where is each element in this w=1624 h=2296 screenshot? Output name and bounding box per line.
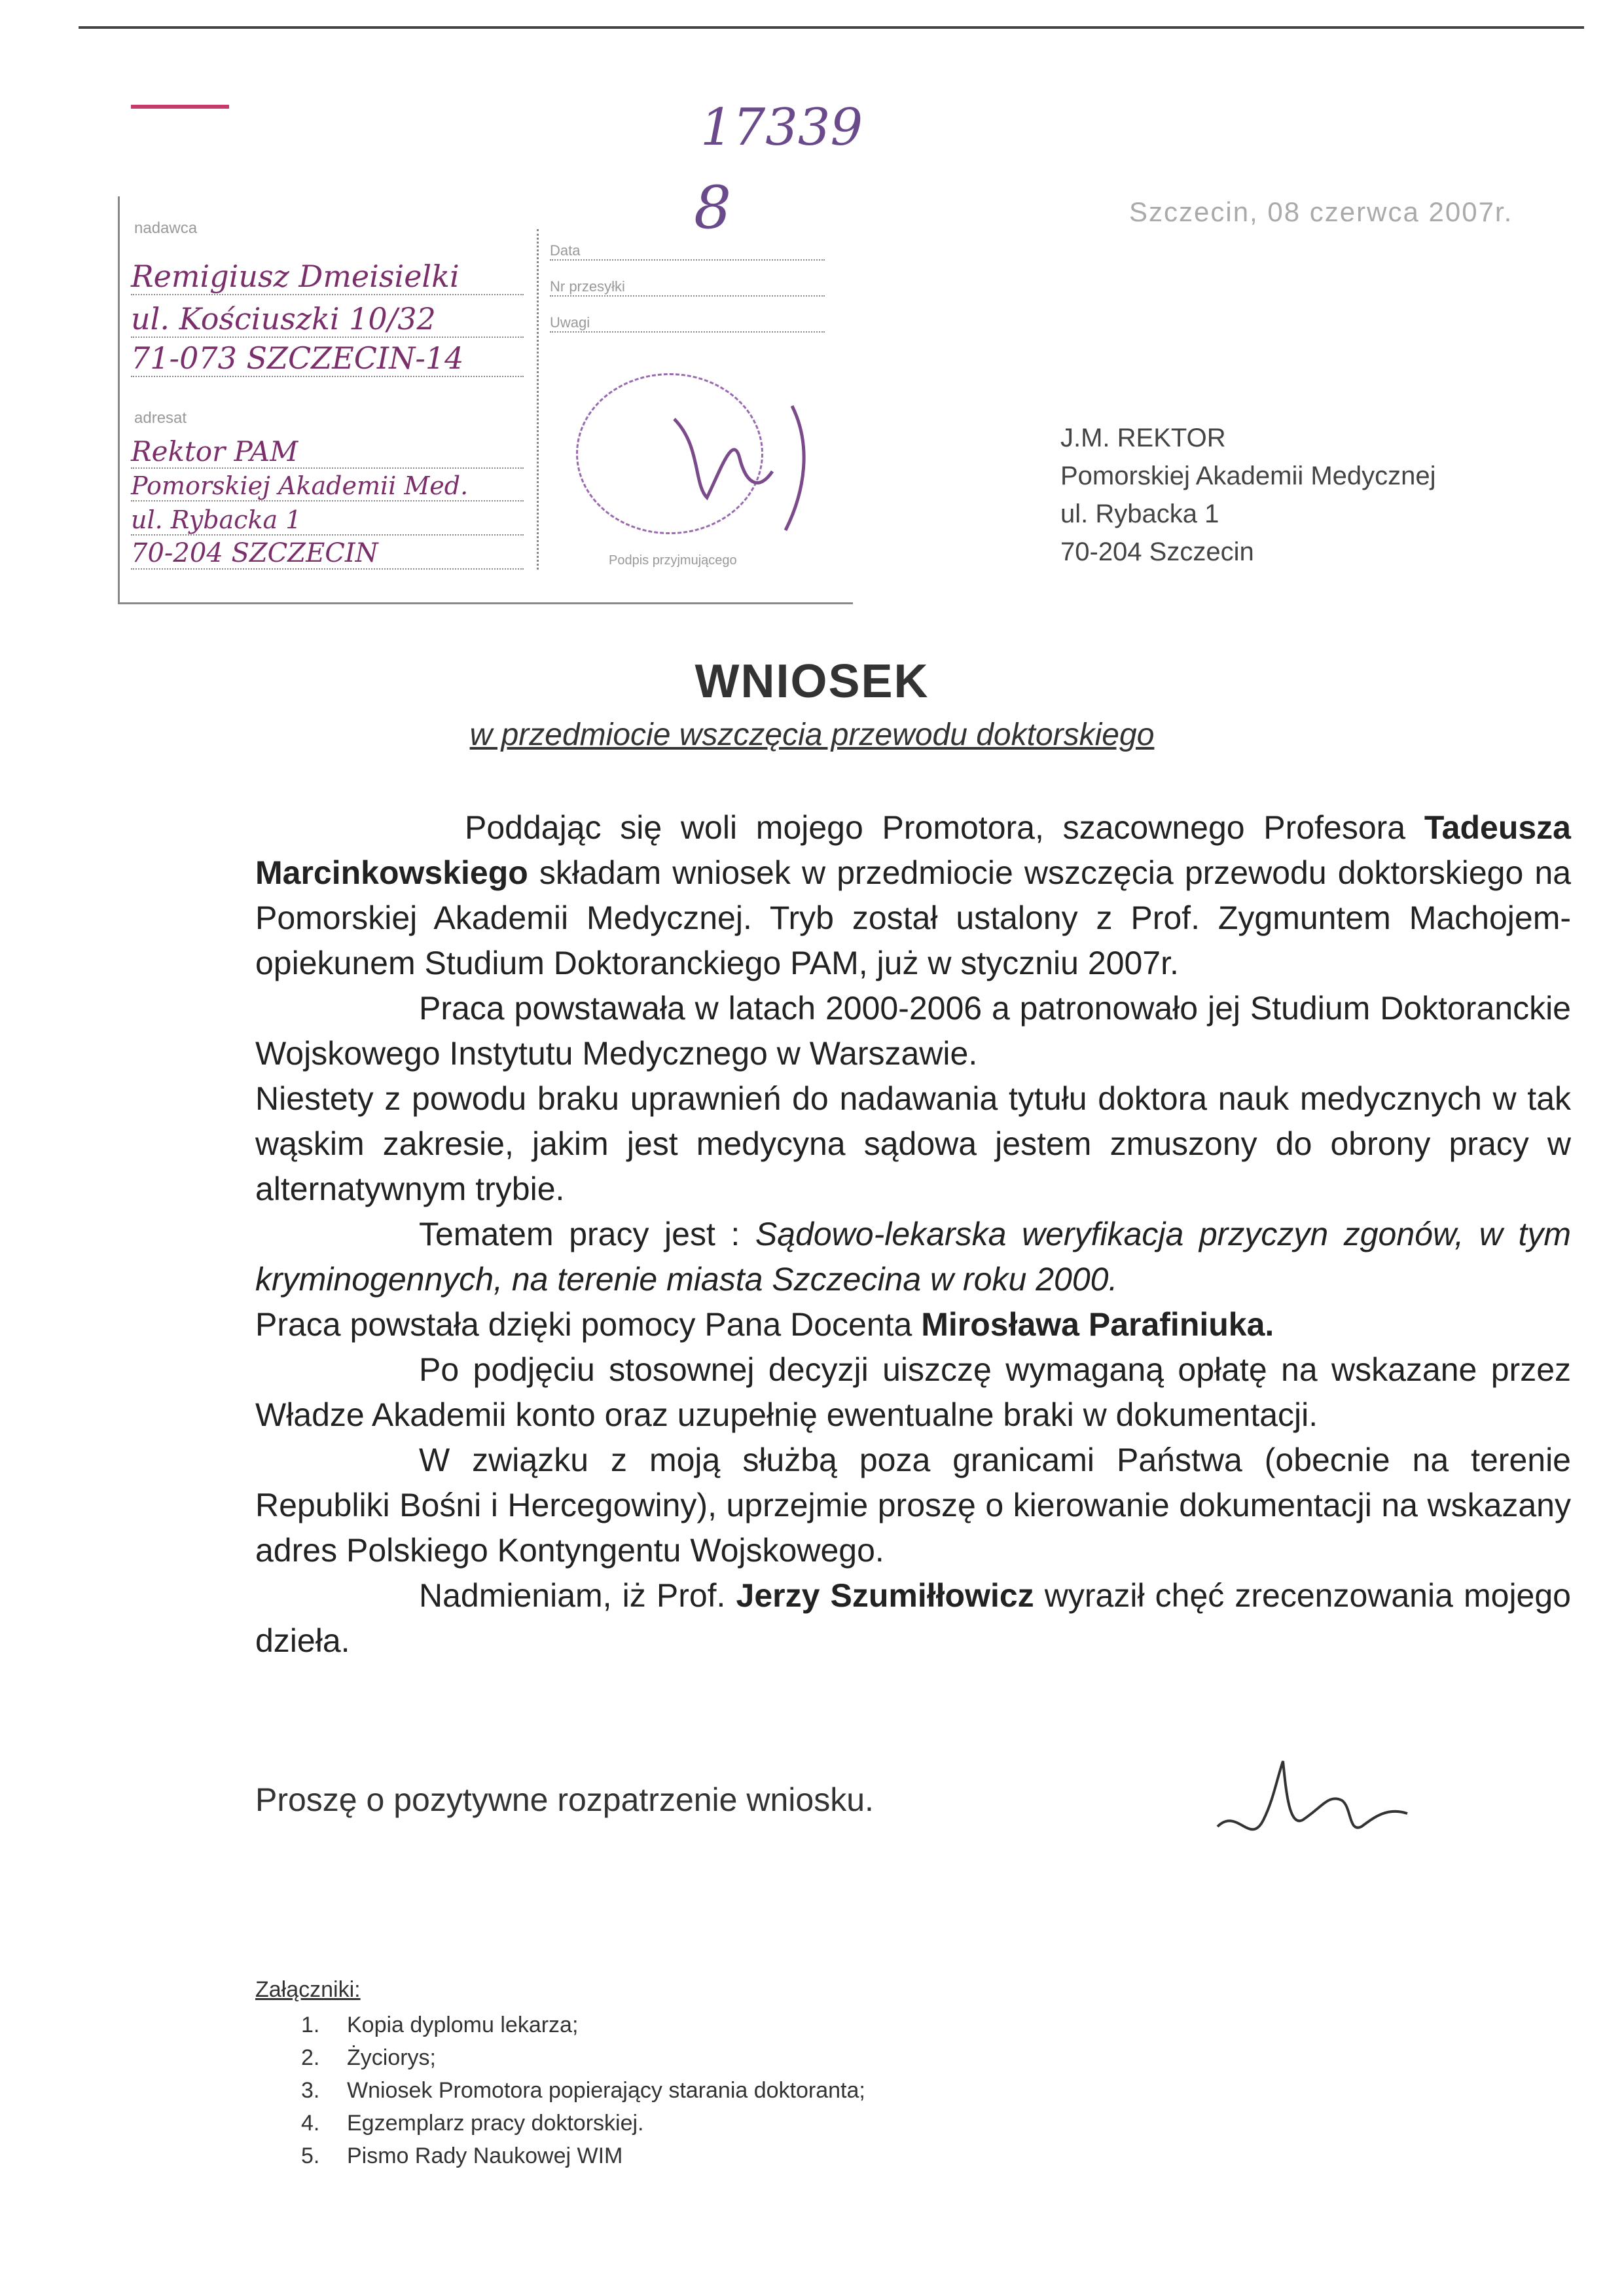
- paragraph-5: Praca powstała dzięki pomocy Pana Docenta Mirosława Parafiniuka.: [255, 1306, 1274, 1343]
- slip-recipient-label: adresat: [134, 409, 187, 427]
- paragraph-7: W związku z moją służbą poza granicami Państwa (obecnie na terenie Republiki Bośni i Hercegowiny), uprzejmie proszę o kierowanie dokumentacji na wskazany adres Polskiego Kontyngentu Wojskowego.: [255, 1442, 1571, 1569]
- slip-recipient-line-4: 70-204 SZCZECIN: [131, 538, 524, 570]
- attachments-title: Załączniki:: [255, 1977, 361, 2002]
- letter-body: [255, 805, 1571, 1664]
- slip-signature-caption: Podpis przyjmującego: [609, 553, 737, 568]
- registration-sub: 8: [694, 173, 732, 242]
- slip-sender-line-2: ul. Kościuszki 10/32: [131, 301, 524, 338]
- recipient-line-1: J.M. REKTOR: [1060, 424, 1226, 452]
- attachment-item: 3. Wniosek Promotora popierający starania doktoranta;: [301, 2078, 865, 2103]
- recipient-line-4: 70-204 Szczecin: [1060, 538, 1254, 566]
- slip-recipient-line-3: ul. Rybacka 1: [131, 505, 524, 536]
- date-line: Szczecin, 08 czerwca 2007r.: [1129, 196, 1513, 227]
- signature: [1211, 1741, 1420, 1859]
- pink-mark: [131, 105, 229, 109]
- slip-recipient-line-2: Pomorskiej Akademii Med.: [131, 471, 524, 501]
- paragraph-3: Niestety z powodu braku uprawnień do nadawania tytułu doktora nauk medycznych w tak wąskim zakresie, jakim jest medycyna sądowa jestem zmuszony do obrony pracy w alternatywnym trybie.: [255, 1080, 1571, 1207]
- closing-line: Proszę o pozytywne rozpatrzenie wniosku.: [255, 1781, 874, 1818]
- attachment-item: 4. Egzemplarz pracy doktorskiej.: [301, 2111, 644, 2136]
- paragraph-2: Praca powstawała w latach 2000-2006 a patronowało jej Studium Doktoranckie Wojskowego Instytutu Medycznego w Warszawie.: [255, 990, 1571, 1072]
- slip-recipient-line-1: Rektor PAM: [131, 435, 524, 469]
- slip-field-date: Data: [550, 242, 825, 261]
- attachment-item: 5. Pismo Rady Naukowej WIM: [301, 2143, 623, 2168]
- document-title: WNIOSEK: [695, 655, 929, 708]
- slip-field-notes: Uwagi: [550, 314, 825, 333]
- paragraph-1: Poddając się woli mojego Promotora, szacownego Profesora Tadeusza Marcinkowskiego składam wniosek w przedmiocie wszczęcia przewodu doktorskiego na Pomorskiej Akademii Medycznej. Tryb został ustalony z Prof. Zygmuntem Machojem- opiekunem Studium Doktoranckiego PAM, już w styczniu 2007r.: [255, 809, 1571, 981]
- document-subtitle: w przedmiocie wszczęcia przewodu doktorskiego: [469, 718, 1155, 752]
- paragraph-6: Po podjęciu stosownej decyzji uiszczę wymaganą opłatę na wskazane przez Władze Akademii konto oraz uzupełnię ewentualne braki w dokumentacji.: [255, 1351, 1571, 1433]
- attachment-item: 2. Życiorys;: [301, 2045, 436, 2070]
- slip-sender-line-3: 71-073 SZCZECIN-14: [131, 340, 524, 377]
- paragraph-8: Nadmieniam, iż Prof. Jerzy Szumiłłowicz wyraził chęć zrecenzowania mojego dzieła.: [255, 1577, 1571, 1659]
- paragraph-4: Tematem pracy jest : Sądowo-lekarska weryfikacja przyczyn zgonów, w tym kryminogennych, na terenie miasta Szczecina w roku 2000.: [255, 1216, 1571, 1298]
- slip-field-number: Nr przesyłki: [550, 278, 825, 297]
- attachment-item: 1. Kopia dyplomu lekarza;: [301, 2013, 579, 2037]
- recipient-address: [1060, 419, 1436, 571]
- slip-divider: [537, 229, 539, 570]
- attachments-list: [301, 2009, 865, 2172]
- slip-sender-label: nadawca: [134, 219, 198, 237]
- slip-initials: [661, 393, 831, 550]
- top-border-line: [79, 26, 1584, 29]
- recipient-line-2: Pomorskiej Akademii Medycznej: [1060, 462, 1436, 490]
- slip-sender-line-1: Remigiusz Dmeisielki: [131, 259, 524, 295]
- registration-number: 17339: [700, 98, 863, 157]
- recipient-line-3: ul. Rybacka 1: [1060, 500, 1219, 528]
